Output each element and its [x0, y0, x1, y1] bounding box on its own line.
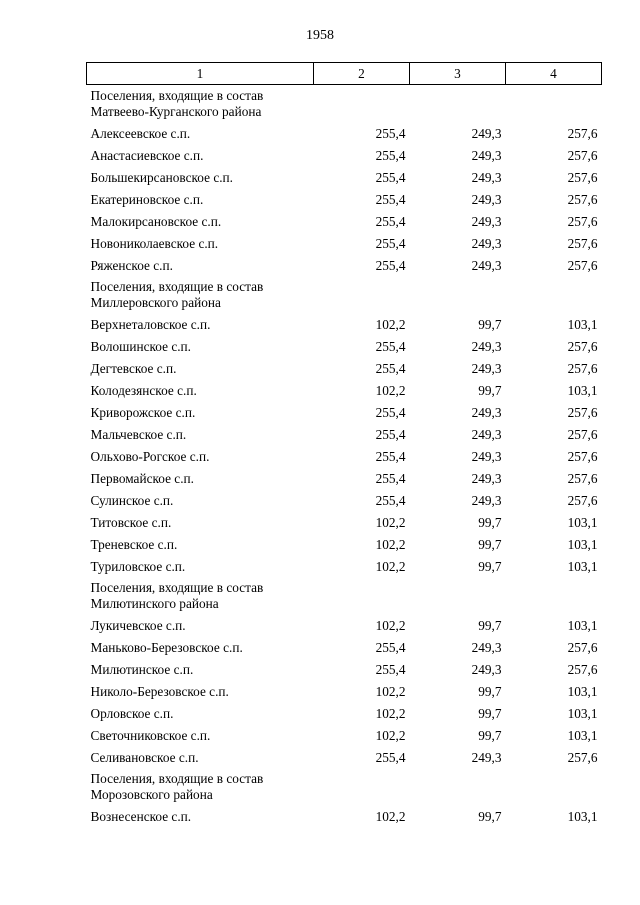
value-cell-col-4: 257,6 [567, 662, 598, 677]
value-cell-col-2: 255,4 [375, 170, 406, 185]
settlement-name: Треневское с.п. [90, 537, 178, 552]
value-cell-col-2: 255,4 [375, 493, 406, 508]
settlement-name: Алексеевское с.п. [90, 126, 191, 141]
settlement-name: Селивановское с.п. [90, 750, 199, 765]
value-cell-col-4: 103,1 [567, 728, 598, 743]
value-cell-col-2: 102,2 [375, 684, 406, 699]
value-cell-col-2: 255,4 [375, 662, 406, 677]
settlement-name: Сулинское с.п. [90, 493, 174, 508]
table-row [87, 615, 602, 637]
value-cell-col-3: 249,3 [471, 339, 502, 354]
table-row [87, 637, 602, 659]
value-cell-col-4: 257,6 [567, 236, 598, 251]
value-cell-col-2: 255,4 [375, 405, 406, 420]
settlement-name: Дегтевское с.п. [90, 361, 177, 376]
value-cell-col-4: 257,6 [567, 427, 598, 442]
value-cell-col-3: 249,3 [471, 214, 502, 229]
value-cell-col-4: 257,6 [567, 449, 598, 464]
value-cell-col-3: 249,3 [471, 493, 502, 508]
value-cell-col-4: 103,1 [567, 809, 598, 824]
value-cell-col-3: 249,3 [471, 449, 502, 464]
value-cell-col-2: 255,4 [375, 471, 406, 486]
value-cell-col-3: 99,7 [478, 809, 502, 824]
table-row [87, 211, 602, 233]
empty-cell [506, 277, 602, 314]
column-header-3: 3 [410, 63, 506, 85]
value-cell-col-3: 249,3 [471, 170, 502, 185]
value-cell-col-4: 103,1 [567, 618, 598, 633]
district-group-title: Поселения, входящие в состав Морозовского района [90, 771, 264, 802]
value-cell-col-4: 103,1 [567, 537, 598, 552]
settlement-name: Орловское с.п. [90, 706, 174, 721]
district-group-row [87, 578, 602, 615]
value-cell-col-3: 249,3 [471, 750, 502, 765]
value-cell-col-2: 255,4 [375, 258, 406, 273]
value-cell-col-2: 102,2 [375, 515, 406, 530]
value-cell-col-3: 249,3 [471, 258, 502, 273]
value-cell-col-4: 103,1 [567, 515, 598, 530]
value-cell-col-3: 99,7 [478, 317, 502, 332]
settlements-table [86, 62, 602, 828]
settlement-name: Лукичевское с.п. [90, 618, 186, 633]
value-cell-col-2: 102,2 [375, 317, 406, 332]
value-cell-col-2: 102,2 [375, 537, 406, 552]
value-cell-col-2: 255,4 [375, 148, 406, 163]
value-cell-col-4: 257,6 [567, 148, 598, 163]
value-cell-col-4: 257,6 [567, 405, 598, 420]
value-cell-col-3: 249,3 [471, 361, 502, 376]
value-cell-col-3: 249,3 [471, 427, 502, 442]
settlement-name: Колодезянское с.п. [90, 383, 197, 398]
value-cell-col-4: 103,1 [567, 383, 598, 398]
value-cell-col-3: 249,3 [471, 405, 502, 420]
table-header-row [87, 63, 602, 85]
value-cell-col-3: 249,3 [471, 192, 502, 207]
value-cell-col-3: 99,7 [478, 537, 502, 552]
settlement-name: Екатериновское с.п. [90, 192, 204, 207]
table-row [87, 336, 602, 358]
empty-cell [410, 769, 506, 806]
value-cell-col-2: 255,4 [375, 361, 406, 376]
settlement-name: Большекирсановское с.п. [90, 170, 233, 185]
empty-cell [410, 277, 506, 314]
settlement-name: Туриловское с.п. [90, 559, 186, 574]
table-row [87, 468, 602, 490]
settlement-name: Милютинское с.п. [90, 662, 194, 677]
table-row [87, 358, 602, 380]
value-cell-col-4: 257,6 [567, 339, 598, 354]
table-row [87, 703, 602, 725]
value-cell-col-4: 257,6 [567, 258, 598, 273]
value-cell-col-2: 255,4 [375, 126, 406, 141]
settlement-name: Криворожское с.п. [90, 405, 196, 420]
table-body [87, 85, 602, 829]
empty-cell [410, 85, 506, 124]
table-row [87, 806, 602, 828]
value-cell-col-3: 99,7 [478, 706, 502, 721]
value-cell-col-4: 257,6 [567, 750, 598, 765]
table-row [87, 556, 602, 578]
table-row [87, 123, 602, 145]
table-row [87, 255, 602, 277]
settlement-name: Мальчевское с.п. [90, 427, 187, 442]
table-row [87, 424, 602, 446]
column-header-4: 4 [506, 63, 602, 85]
value-cell-col-4: 257,6 [567, 192, 598, 207]
value-cell-col-2: 102,2 [375, 559, 406, 574]
settlement-name: Волошинское с.п. [90, 339, 191, 354]
value-cell-col-2: 255,4 [375, 449, 406, 464]
value-cell-col-4: 103,1 [567, 559, 598, 574]
table-row [87, 446, 602, 468]
district-group-row [87, 85, 602, 124]
value-cell-col-2: 255,4 [375, 640, 406, 655]
empty-cell [506, 578, 602, 615]
value-cell-col-4: 257,6 [567, 170, 598, 185]
value-cell-col-3: 99,7 [478, 728, 502, 743]
table-row [87, 490, 602, 512]
value-cell-col-3: 99,7 [478, 684, 502, 699]
empty-cell [506, 769, 602, 806]
settlement-name: Новониколаевское с.п. [90, 236, 219, 251]
value-cell-col-2: 102,2 [375, 728, 406, 743]
district-group-row [87, 769, 602, 806]
column-header-2: 2 [314, 63, 410, 85]
settlement-name: Вознесенское с.п. [90, 809, 192, 824]
value-cell-col-2: 102,2 [375, 383, 406, 398]
value-cell-col-3: 99,7 [478, 383, 502, 398]
table-row [87, 512, 602, 534]
value-cell-col-4: 257,6 [567, 640, 598, 655]
table-row [87, 233, 602, 255]
settlement-name: Малокирсановское с.п. [90, 214, 222, 229]
value-cell-col-4: 257,6 [567, 126, 598, 141]
value-cell-col-3: 249,3 [471, 126, 502, 141]
table-row [87, 314, 602, 336]
empty-cell [314, 769, 410, 806]
value-cell-col-3: 99,7 [478, 515, 502, 530]
table-row [87, 534, 602, 556]
value-cell-col-4: 103,1 [567, 317, 598, 332]
page-number: 1958 [306, 28, 334, 43]
settlement-name: Светочниковское с.п. [90, 728, 211, 743]
table-row [87, 380, 602, 402]
settlement-name: Титовское с.п. [90, 515, 172, 530]
value-cell-col-2: 255,4 [375, 236, 406, 251]
value-cell-col-2: 102,2 [375, 706, 406, 721]
value-cell-col-4: 103,1 [567, 684, 598, 699]
table-row [87, 189, 602, 211]
district-group-title: Поселения, входящие в состав Милютинского района [90, 580, 264, 611]
district-group-row [87, 277, 602, 314]
empty-cell [506, 85, 602, 124]
value-cell-col-3: 249,3 [471, 236, 502, 251]
value-cell-col-4: 257,6 [567, 214, 598, 229]
value-cell-col-2: 255,4 [375, 192, 406, 207]
district-group-title: Поселения, входящие в состав Матвеево-Курганского района [90, 88, 264, 119]
value-cell-col-3: 99,7 [478, 618, 502, 633]
empty-cell [410, 578, 506, 615]
table-row [87, 659, 602, 681]
table-row [87, 167, 602, 189]
empty-cell [314, 277, 410, 314]
value-cell-col-3: 249,3 [471, 471, 502, 486]
empty-cell [314, 578, 410, 615]
value-cell-col-4: 257,6 [567, 493, 598, 508]
table-row [87, 145, 602, 167]
column-header-1: 1 [87, 63, 314, 85]
settlement-name: Анастасиевское с.п. [90, 148, 204, 163]
table-row [87, 725, 602, 747]
settlement-name: Николо-Березовское с.п. [90, 684, 229, 699]
value-cell-col-2: 255,4 [375, 339, 406, 354]
district-group-title: Поселения, входящие в состав Миллеровского района [90, 279, 264, 310]
value-cell-col-2: 255,4 [375, 427, 406, 442]
value-cell-col-3: 249,3 [471, 640, 502, 655]
settlement-name: Верхнеталовское с.п. [90, 317, 211, 332]
value-cell-col-2: 102,2 [375, 618, 406, 633]
value-cell-col-4: 257,6 [567, 361, 598, 376]
value-cell-col-3: 99,7 [478, 559, 502, 574]
value-cell-col-3: 249,3 [471, 662, 502, 677]
table-row [87, 747, 602, 769]
value-cell-col-4: 103,1 [567, 706, 598, 721]
settlement-name: Маньково-Березовское с.п. [90, 640, 243, 655]
value-cell-col-3: 249,3 [471, 148, 502, 163]
settlement-name: Ряженское с.п. [90, 258, 173, 273]
value-cell-col-2: 102,2 [375, 809, 406, 824]
settlement-name: Ольхово-Рогское с.п. [90, 449, 210, 464]
value-cell-col-4: 257,6 [567, 471, 598, 486]
settlement-name: Первомайское с.п. [90, 471, 194, 486]
value-cell-col-2: 255,4 [375, 214, 406, 229]
table-row [87, 402, 602, 424]
value-cell-col-2: 255,4 [375, 750, 406, 765]
table-row [87, 681, 602, 703]
empty-cell [314, 85, 410, 124]
